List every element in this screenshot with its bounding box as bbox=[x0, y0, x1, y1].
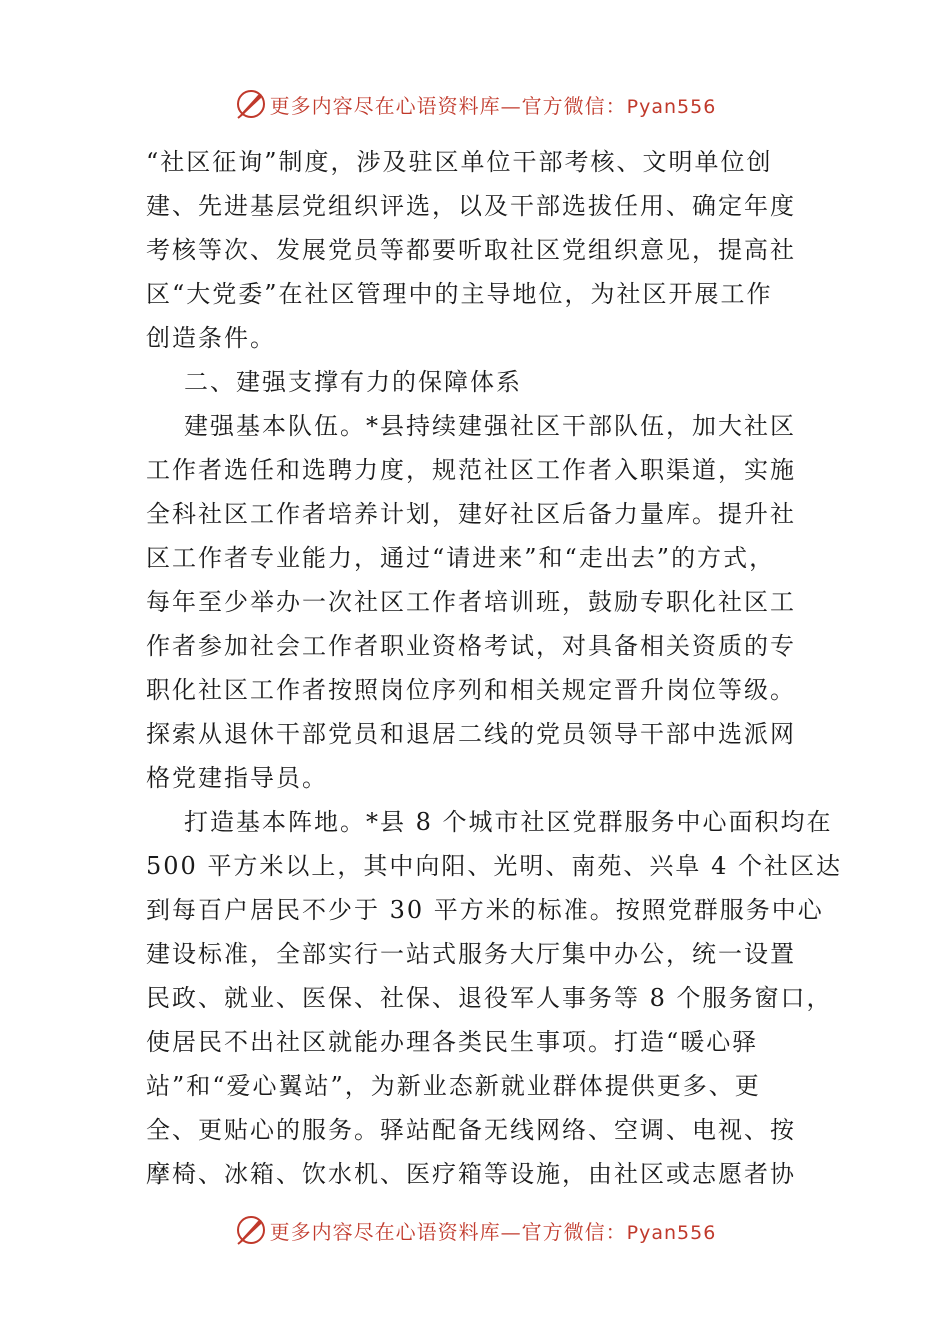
text-line: 全科社区工作者培养计划，建好社区后备力量库。提升社 bbox=[146, 500, 796, 528]
text-line: 创造条件。 bbox=[146, 324, 276, 352]
text-line: “社区征询”制度，涉及驻区单位干部考核、文明单位创 bbox=[146, 148, 773, 176]
watermark-wechat-id: Pyan556 bbox=[626, 1221, 717, 1244]
footer-watermark bbox=[0, 1210, 950, 1250]
watermark-text: 更多内容尽在心语资料库—官方微信： bbox=[269, 1219, 627, 1244]
document-body bbox=[146, 140, 842, 1196]
text-line: 到每百户居民不少于 30 平方米的标准。按照党群服务中心 bbox=[146, 896, 824, 924]
text-line: 探索从退休干部党员和退居二线的党员领导干部中选派网 bbox=[146, 720, 796, 748]
text-line: 工作者选任和选聘力度，规范社区工作者入职渠道，实施 bbox=[146, 456, 796, 484]
paragraph-start: 建强基本队伍。*县持续建强社区干部队伍，加大社区 bbox=[184, 412, 796, 440]
text-line: 500 平方米以上，其中向阳、光明、南苑、兴阜 4 个社区达 bbox=[146, 852, 842, 880]
text-line: 每年至少举办一次社区工作者培训班，鼓励专职化社区工 bbox=[146, 588, 796, 616]
text-line: 建设标准，全部实行一站式服务大厅集中办公，统一设置 bbox=[146, 940, 796, 968]
watermark-text: 更多内容尽在心语资料库—官方微信： bbox=[269, 93, 627, 118]
header-watermark bbox=[0, 84, 950, 124]
text-line: 建、先进基层党组织评选，以及干部选拔任用、确定年度 bbox=[146, 192, 796, 220]
text-line: 考核等次、发展党员等都要听取社区党组织意见，提高社 bbox=[146, 236, 796, 264]
text-line: 职化社区工作者按照岗位序列和相关规定晋升岗位等级。 bbox=[146, 676, 796, 704]
text-line: 区工作者专业能力，通过“请进来”和“走出去”的方式， bbox=[146, 544, 776, 572]
text-line: 民政、就业、医保、社保、退役军人事务等 8 个服务窗口， bbox=[146, 984, 833, 1012]
text-line: 站”和“爱心翼站”，为新业态新就业群体提供更多、更 bbox=[146, 1072, 761, 1100]
text-line: 摩椅、冰箱、饮水机、医疗箱等设施，由社区或志愿者协 bbox=[146, 1160, 796, 1188]
section-heading: 二、建强支撑有力的保障体系 bbox=[184, 368, 522, 396]
text-line: 作者参加社会工作者职业资格考试，对具备相关资质的专 bbox=[146, 632, 796, 660]
text-line: 格党建指导员。 bbox=[146, 764, 328, 792]
quill-logo-icon bbox=[234, 1213, 268, 1247]
text-line: 区“大党委”在社区管理中的主导地位，为社区开展工作 bbox=[146, 280, 773, 308]
watermark-wechat-id: Pyan556 bbox=[626, 95, 717, 118]
text-line: 全、更贴心的服务。驿站配备无线网络、空调、电视、按 bbox=[146, 1116, 796, 1144]
text-line: 使居民不出社区就能办理各类民生事项。打造“暖心驿 bbox=[146, 1028, 759, 1056]
paragraph-start: 打造基本阵地。*县 8 个城市社区党群服务中心面积均在 bbox=[184, 808, 833, 836]
quill-logo-icon bbox=[234, 87, 268, 121]
